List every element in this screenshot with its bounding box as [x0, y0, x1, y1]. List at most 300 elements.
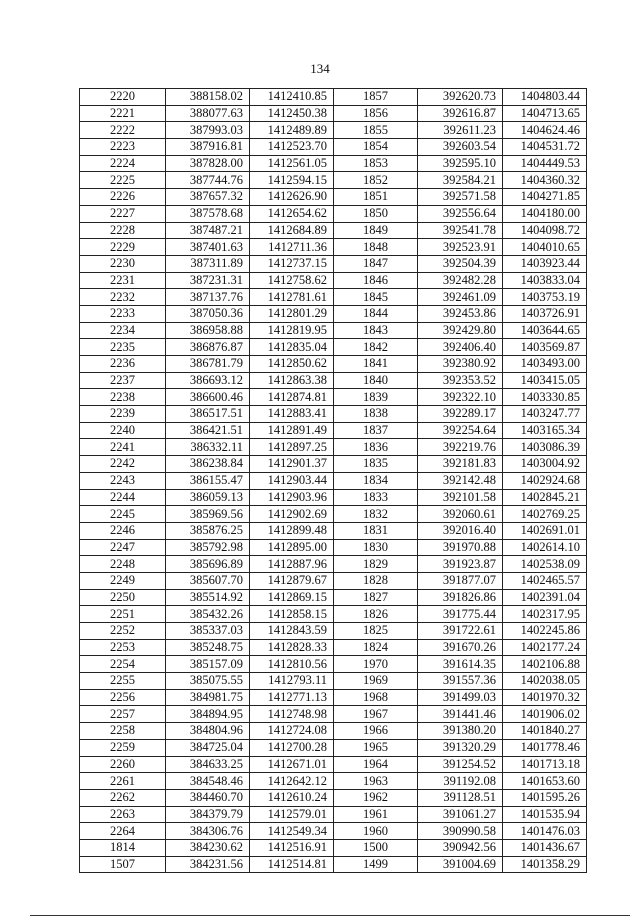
cell-x-coordinate-2: 391722.61	[418, 623, 503, 640]
cell-point-id: 2253	[80, 639, 166, 656]
cell-y-coordinate-2: 1402465.57	[503, 572, 587, 589]
cell-point-id: 2242	[80, 456, 166, 473]
cell-point-id: 2230	[80, 255, 166, 272]
cell-x-coordinate-2: 392584.21	[418, 172, 503, 189]
cell-y-coordinate-2: 1403644.65	[503, 322, 587, 339]
coordinates-table-body	[80, 89, 587, 873]
cell-point-id-2: 1840	[334, 372, 418, 389]
cell-point-id-2: 1839	[334, 389, 418, 406]
cell-x-coordinate: 387487.21	[166, 222, 250, 239]
cell-point-id-2: 1846	[334, 272, 418, 289]
cell-y-coordinate-2: 1402845.21	[503, 489, 587, 506]
table-row	[80, 756, 587, 773]
cell-x-coordinate-2: 391254.52	[418, 756, 503, 773]
cell-point-id-2: 1964	[334, 756, 418, 773]
cell-y-coordinate: 1412902.69	[250, 506, 334, 523]
cell-point-id-2: 1850	[334, 205, 418, 222]
cell-x-coordinate: 386693.12	[166, 372, 250, 389]
cell-y-coordinate-2: 1403247.77	[503, 406, 587, 423]
cell-y-coordinate: 1412724.08	[250, 723, 334, 740]
cell-y-coordinate: 1412410.85	[250, 89, 334, 106]
cell-y-coordinate: 1412901.37	[250, 456, 334, 473]
cell-y-coordinate-2: 1402038.05	[503, 673, 587, 690]
page-number: 134	[310, 61, 330, 76]
cell-x-coordinate: 385876.25	[166, 522, 250, 539]
cell-y-coordinate-2: 1404098.72	[503, 222, 587, 239]
cell-y-coordinate: 1412850.62	[250, 356, 334, 373]
cell-x-coordinate: 387657.32	[166, 189, 250, 206]
cell-y-coordinate-2: 1404713.65	[503, 105, 587, 122]
cell-point-id-2: 1833	[334, 489, 418, 506]
cell-point-id: 1507	[80, 856, 166, 873]
cell-x-coordinate-2: 392254.64	[418, 422, 503, 439]
cell-point-id-2: 1853	[334, 155, 418, 172]
table-row	[80, 255, 587, 272]
cell-point-id: 2258	[80, 723, 166, 740]
cell-y-coordinate-2: 1403493.00	[503, 356, 587, 373]
cell-y-coordinate: 1412887.96	[250, 556, 334, 573]
cell-x-coordinate: 384804.96	[166, 723, 250, 740]
table-row	[80, 406, 587, 423]
cell-y-coordinate: 1412514.81	[250, 856, 334, 873]
table-row	[80, 673, 587, 690]
cell-point-id: 2260	[80, 756, 166, 773]
cell-y-coordinate-2: 1401840.27	[503, 723, 587, 740]
table-row	[80, 639, 587, 656]
cell-y-coordinate-2: 1401778.46	[503, 739, 587, 756]
cell-x-coordinate: 385337.03	[166, 623, 250, 640]
cell-y-coordinate: 1412863.38	[250, 372, 334, 389]
cell-x-coordinate-2: 391441.46	[418, 706, 503, 723]
cell-point-id: 2256	[80, 689, 166, 706]
cell-point-id: 2231	[80, 272, 166, 289]
cell-y-coordinate: 1412579.01	[250, 806, 334, 823]
cell-x-coordinate-2: 391877.07	[418, 572, 503, 589]
cell-point-id-2: 1969	[334, 673, 418, 690]
table-row	[80, 205, 587, 222]
cell-y-coordinate-2: 1404180.00	[503, 205, 587, 222]
cell-y-coordinate-2: 1404360.32	[503, 172, 587, 189]
cell-point-id-2: 1832	[334, 506, 418, 523]
cell-x-coordinate: 384981.75	[166, 689, 250, 706]
table-row	[80, 773, 587, 790]
cell-x-coordinate-2: 392353.52	[418, 372, 503, 389]
cell-y-coordinate: 1412899.48	[250, 522, 334, 539]
table-row	[80, 789, 587, 806]
cell-point-id-2: 1855	[334, 122, 418, 139]
cell-y-coordinate: 1412523.70	[250, 139, 334, 156]
cell-x-coordinate-2: 392595.10	[418, 155, 503, 172]
cell-point-id-2: 1844	[334, 305, 418, 322]
cell-point-id: 2222	[80, 122, 166, 139]
cell-y-coordinate-2: 1404271.85	[503, 189, 587, 206]
cell-y-coordinate: 1412895.00	[250, 539, 334, 556]
cell-x-coordinate: 386332.11	[166, 439, 250, 456]
cell-point-id: 2234	[80, 322, 166, 339]
cell-y-coordinate-2: 1401358.29	[503, 856, 587, 873]
cell-x-coordinate: 386421.51	[166, 422, 250, 439]
cell-y-coordinate-2: 1403004.92	[503, 456, 587, 473]
cell-x-coordinate: 384725.04	[166, 739, 250, 756]
cell-y-coordinate: 1412489.89	[250, 122, 334, 139]
cell-x-coordinate-2: 392016.40	[418, 522, 503, 539]
cell-point-id: 2233	[80, 305, 166, 322]
cell-point-id: 2259	[80, 739, 166, 756]
cell-x-coordinate: 386155.47	[166, 472, 250, 489]
cell-point-id: 2232	[80, 289, 166, 306]
cell-point-id-2: 1852	[334, 172, 418, 189]
cell-x-coordinate-2: 391614.35	[418, 656, 503, 673]
cell-x-coordinate: 387993.03	[166, 122, 250, 139]
cell-x-coordinate: 386600.46	[166, 389, 250, 406]
table-row	[80, 472, 587, 489]
table-row	[80, 122, 587, 139]
cell-y-coordinate-2: 1402317.95	[503, 606, 587, 623]
table-row	[80, 589, 587, 606]
cell-point-id-2: 1966	[334, 723, 418, 740]
cell-x-coordinate: 388077.63	[166, 105, 250, 122]
cell-point-id-2: 1826	[334, 606, 418, 623]
table-row	[80, 739, 587, 756]
cell-point-id-2: 1500	[334, 839, 418, 856]
cell-point-id: 2250	[80, 589, 166, 606]
table-row	[80, 322, 587, 339]
cell-x-coordinate: 387050.36	[166, 305, 250, 322]
table-row	[80, 522, 587, 539]
cell-point-id: 2235	[80, 339, 166, 356]
cell-point-id-2: 1960	[334, 823, 418, 840]
cell-x-coordinate-2: 391826.86	[418, 589, 503, 606]
cell-point-id-2: 1970	[334, 656, 418, 673]
cell-x-coordinate-2: 392289.17	[418, 406, 503, 423]
cell-x-coordinate: 385248.75	[166, 639, 250, 656]
cell-point-id: 2236	[80, 356, 166, 373]
table-row	[80, 839, 587, 856]
cell-y-coordinate: 1412793.11	[250, 673, 334, 690]
cell-x-coordinate: 386517.51	[166, 406, 250, 423]
cell-y-coordinate: 1412450.38	[250, 105, 334, 122]
table-row	[80, 339, 587, 356]
cell-x-coordinate: 384460.70	[166, 789, 250, 806]
cell-point-id-2: 1824	[334, 639, 418, 656]
cell-x-coordinate: 385696.89	[166, 556, 250, 573]
cell-point-id: 2264	[80, 823, 166, 840]
table-row	[80, 105, 587, 122]
cell-point-id: 2240	[80, 422, 166, 439]
cell-y-coordinate: 1412879.67	[250, 572, 334, 589]
cell-point-id-2: 1849	[334, 222, 418, 239]
cell-point-id-2: 1965	[334, 739, 418, 756]
cell-point-id: 2241	[80, 439, 166, 456]
cell-point-id-2: 1831	[334, 522, 418, 539]
table-row	[80, 89, 587, 106]
cell-point-id: 2237	[80, 372, 166, 389]
table-row	[80, 539, 587, 556]
table-row	[80, 506, 587, 523]
cell-y-coordinate-2: 1402614.10	[503, 539, 587, 556]
cell-x-coordinate-2: 391192.08	[418, 773, 503, 790]
cell-point-id-2: 1835	[334, 456, 418, 473]
cell-y-coordinate-2: 1403833.04	[503, 272, 587, 289]
cell-y-coordinate-2: 1404531.72	[503, 139, 587, 156]
table-row	[80, 222, 587, 239]
table-row	[80, 189, 587, 206]
cell-y-coordinate-2: 1404010.65	[503, 239, 587, 256]
cell-y-coordinate: 1412843.59	[250, 623, 334, 640]
cell-x-coordinate-2: 391557.36	[418, 673, 503, 690]
table-row	[80, 489, 587, 506]
table-row	[80, 239, 587, 256]
table-row	[80, 706, 587, 723]
cell-point-id: 2239	[80, 406, 166, 423]
cell-point-id-2: 1857	[334, 89, 418, 106]
cell-x-coordinate-2: 392541.78	[418, 222, 503, 239]
cell-x-coordinate: 384894.95	[166, 706, 250, 723]
cell-point-id: 2238	[80, 389, 166, 406]
cell-point-id: 2228	[80, 222, 166, 239]
cell-y-coordinate: 1412891.49	[250, 422, 334, 439]
cell-point-id: 2262	[80, 789, 166, 806]
cell-y-coordinate-2: 1401653.60	[503, 773, 587, 790]
cell-x-coordinate: 385792.98	[166, 539, 250, 556]
cell-x-coordinate-2: 392603.54	[418, 139, 503, 156]
cell-y-coordinate-2: 1402538.09	[503, 556, 587, 573]
cell-x-coordinate-2: 391670.26	[418, 639, 503, 656]
cell-point-id-2: 1856	[334, 105, 418, 122]
cell-y-coordinate-2: 1401970.32	[503, 689, 587, 706]
cell-x-coordinate: 387916.81	[166, 139, 250, 156]
cell-point-id: 1814	[80, 839, 166, 856]
cell-x-coordinate: 386876.87	[166, 339, 250, 356]
cell-x-coordinate: 386781.79	[166, 356, 250, 373]
cell-x-coordinate-2: 391320.29	[418, 739, 503, 756]
cell-y-coordinate-2: 1403330.85	[503, 389, 587, 406]
table-row	[80, 439, 587, 456]
cell-x-coordinate: 385157.09	[166, 656, 250, 673]
cell-y-coordinate-2: 1403569.87	[503, 339, 587, 356]
cell-point-id: 2261	[80, 773, 166, 790]
cell-x-coordinate: 385514.92	[166, 589, 250, 606]
cell-point-id-2: 1834	[334, 472, 418, 489]
cell-point-id-2: 1837	[334, 422, 418, 439]
cell-x-coordinate-2: 392571.58	[418, 189, 503, 206]
cell-x-coordinate-2: 392181.83	[418, 456, 503, 473]
cell-y-coordinate-2: 1401906.02	[503, 706, 587, 723]
cell-x-coordinate-2: 392620.73	[418, 89, 503, 106]
cell-point-id: 2227	[80, 205, 166, 222]
cell-point-id-2: 1827	[334, 589, 418, 606]
cell-y-coordinate: 1412828.33	[250, 639, 334, 656]
cell-point-id: 2226	[80, 189, 166, 206]
cell-x-coordinate: 387231.31	[166, 272, 250, 289]
cell-y-coordinate: 1412835.04	[250, 339, 334, 356]
cell-y-coordinate: 1412858.15	[250, 606, 334, 623]
cell-point-id: 2249	[80, 572, 166, 589]
cell-point-id-2: 1851	[334, 189, 418, 206]
table-row	[80, 372, 587, 389]
cell-y-coordinate-2: 1402106.88	[503, 656, 587, 673]
cell-point-id: 2223	[80, 139, 166, 156]
cell-point-id: 2263	[80, 806, 166, 823]
cell-x-coordinate-2: 392406.40	[418, 339, 503, 356]
cell-x-coordinate-2: 391004.69	[418, 856, 503, 873]
cell-point-id: 2252	[80, 623, 166, 640]
cell-x-coordinate-2: 392611.23	[418, 122, 503, 139]
cell-x-coordinate: 384231.56	[166, 856, 250, 873]
cell-y-coordinate: 1412810.56	[250, 656, 334, 673]
cell-x-coordinate-2: 391061.27	[418, 806, 503, 823]
cell-y-coordinate: 1412883.41	[250, 406, 334, 423]
cell-point-id-2: 1847	[334, 255, 418, 272]
table-row	[80, 422, 587, 439]
cell-x-coordinate: 384306.76	[166, 823, 250, 840]
table-row	[80, 856, 587, 873]
cell-y-coordinate-2: 1404803.44	[503, 89, 587, 106]
cell-y-coordinate: 1412516.91	[250, 839, 334, 856]
cell-x-coordinate: 385075.55	[166, 673, 250, 690]
cell-y-coordinate: 1412684.89	[250, 222, 334, 239]
cell-y-coordinate: 1412594.15	[250, 172, 334, 189]
cell-y-coordinate: 1412671.01	[250, 756, 334, 773]
cell-point-id: 2247	[80, 539, 166, 556]
cell-x-coordinate: 385969.56	[166, 506, 250, 523]
cell-x-coordinate: 387744.76	[166, 172, 250, 189]
cell-y-coordinate-2: 1402924.68	[503, 472, 587, 489]
cell-point-id: 2245	[80, 506, 166, 523]
coordinates-table-container	[79, 88, 586, 873]
cell-x-coordinate: 387828.00	[166, 155, 250, 172]
cell-x-coordinate-2: 391380.20	[418, 723, 503, 740]
cell-point-id: 2243	[80, 472, 166, 489]
table-row	[80, 272, 587, 289]
coordinates-table	[79, 88, 587, 873]
cell-y-coordinate-2: 1404449.53	[503, 155, 587, 172]
cell-point-id: 2254	[80, 656, 166, 673]
cell-point-id: 2221	[80, 105, 166, 122]
cell-x-coordinate-2: 390942.56	[418, 839, 503, 856]
table-row	[80, 806, 587, 823]
cell-x-coordinate-2: 392060.61	[418, 506, 503, 523]
cell-point-id-2: 1967	[334, 706, 418, 723]
cell-point-id-2: 1499	[334, 856, 418, 873]
cell-point-id: 2229	[80, 239, 166, 256]
cell-y-coordinate-2: 1401595.26	[503, 789, 587, 806]
cell-y-coordinate: 1412700.28	[250, 739, 334, 756]
cell-y-coordinate: 1412819.95	[250, 322, 334, 339]
table-row	[80, 689, 587, 706]
cell-y-coordinate: 1412781.61	[250, 289, 334, 306]
cell-x-coordinate-2: 391128.51	[418, 789, 503, 806]
cell-x-coordinate-2: 392504.39	[418, 255, 503, 272]
cell-x-coordinate-2: 390990.58	[418, 823, 503, 840]
cell-x-coordinate-2: 392322.10	[418, 389, 503, 406]
cell-y-coordinate-2: 1403726.91	[503, 305, 587, 322]
cell-point-id-2: 1842	[334, 339, 418, 356]
cell-x-coordinate-2: 391923.87	[418, 556, 503, 573]
cell-point-id-2: 1962	[334, 789, 418, 806]
cell-x-coordinate: 384548.46	[166, 773, 250, 790]
cell-point-id-2: 1968	[334, 689, 418, 706]
cell-point-id-2: 1963	[334, 773, 418, 790]
cell-y-coordinate: 1412654.62	[250, 205, 334, 222]
cell-y-coordinate-2: 1403086.39	[503, 439, 587, 456]
cell-point-id-2: 1854	[334, 139, 418, 156]
cell-x-coordinate: 386238.84	[166, 456, 250, 473]
table-row	[80, 606, 587, 623]
cell-y-coordinate-2: 1403415.05	[503, 372, 587, 389]
cell-y-coordinate: 1412610.24	[250, 789, 334, 806]
cell-y-coordinate: 1412897.25	[250, 439, 334, 456]
cell-y-coordinate-2: 1403923.44	[503, 255, 587, 272]
cell-x-coordinate-2: 391499.03	[418, 689, 503, 706]
cell-point-id-2: 1828	[334, 572, 418, 589]
cell-point-id-2: 1848	[334, 239, 418, 256]
cell-x-coordinate: 387401.63	[166, 239, 250, 256]
cell-x-coordinate: 384633.25	[166, 756, 250, 773]
cell-y-coordinate-2: 1402391.04	[503, 589, 587, 606]
cell-x-coordinate: 387311.89	[166, 255, 250, 272]
cell-point-id-2: 1829	[334, 556, 418, 573]
cell-y-coordinate: 1412801.29	[250, 305, 334, 322]
cell-point-id-2: 1836	[334, 439, 418, 456]
table-row	[80, 139, 587, 156]
cell-point-id: 2246	[80, 522, 166, 539]
cell-point-id-2: 1841	[334, 356, 418, 373]
table-row	[80, 172, 587, 189]
cell-x-coordinate-2: 392616.87	[418, 105, 503, 122]
cell-x-coordinate: 384379.79	[166, 806, 250, 823]
cell-y-coordinate-2: 1402245.86	[503, 623, 587, 640]
cell-point-id-2: 1830	[334, 539, 418, 556]
cell-y-coordinate: 1412874.81	[250, 389, 334, 406]
cell-x-coordinate-2: 391775.44	[418, 606, 503, 623]
cell-y-coordinate: 1412771.13	[250, 689, 334, 706]
cell-point-id-2: 1825	[334, 623, 418, 640]
cell-x-coordinate-2: 392219.76	[418, 439, 503, 456]
cell-x-coordinate-2: 392556.64	[418, 205, 503, 222]
table-row	[80, 656, 587, 673]
table-row	[80, 155, 587, 172]
table-row	[80, 456, 587, 473]
cell-y-coordinate: 1412711.36	[250, 239, 334, 256]
table-row	[80, 356, 587, 373]
cell-y-coordinate-2: 1401713.18	[503, 756, 587, 773]
cell-y-coordinate: 1412549.34	[250, 823, 334, 840]
cell-x-coordinate: 385432.26	[166, 606, 250, 623]
cell-point-id-2: 1838	[334, 406, 418, 423]
cell-y-coordinate: 1412869.15	[250, 589, 334, 606]
cell-y-coordinate: 1412903.96	[250, 489, 334, 506]
cell-y-coordinate-2: 1401476.03	[503, 823, 587, 840]
cell-point-id: 2248	[80, 556, 166, 573]
cell-x-coordinate-2: 391970.88	[418, 539, 503, 556]
table-row	[80, 623, 587, 640]
cell-y-coordinate: 1412748.98	[250, 706, 334, 723]
cell-point-id: 2257	[80, 706, 166, 723]
table-row	[80, 723, 587, 740]
table-row	[80, 389, 587, 406]
cell-x-coordinate-2: 392482.28	[418, 272, 503, 289]
cell-y-coordinate-2: 1402177.24	[503, 639, 587, 656]
cell-x-coordinate: 386958.88	[166, 322, 250, 339]
cell-x-coordinate: 387578.68	[166, 205, 250, 222]
cell-x-coordinate: 385607.70	[166, 572, 250, 589]
table-row	[80, 556, 587, 573]
cell-point-id-2: 1845	[334, 289, 418, 306]
table-row	[80, 823, 587, 840]
table-row	[80, 289, 587, 306]
cell-x-coordinate-2: 392523.91	[418, 239, 503, 256]
